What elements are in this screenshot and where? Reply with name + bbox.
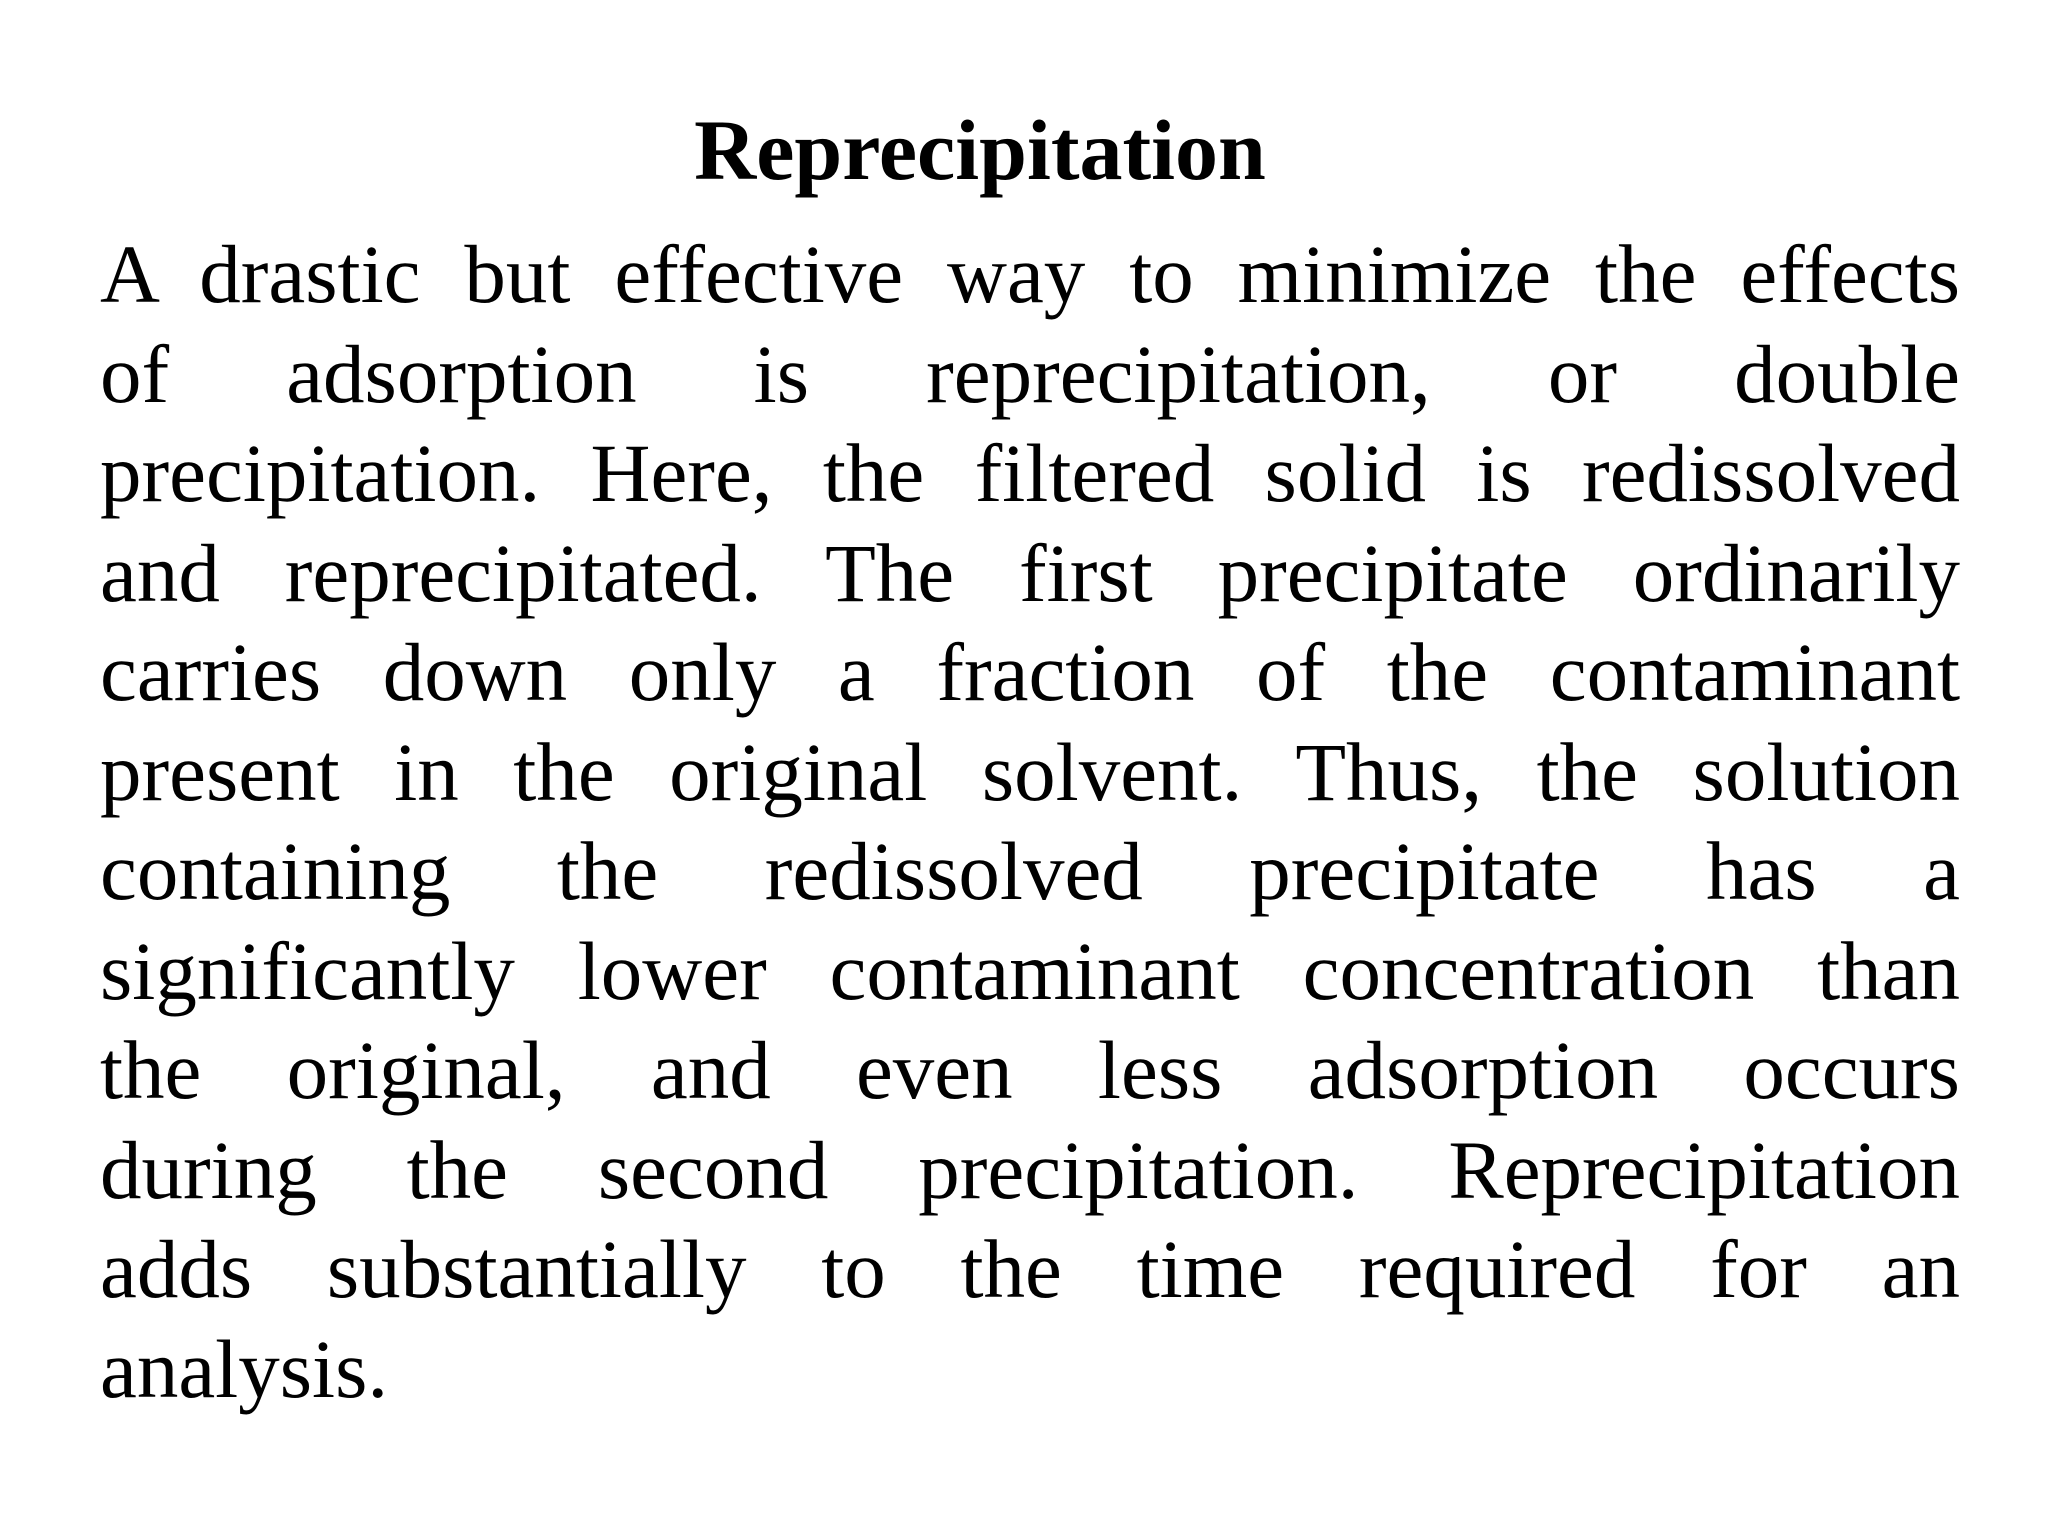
paragraph-line: containing the redissolved precipitate has a xyxy=(100,825,1960,917)
paragraph-line: present in the original solvent. Thus, the solution xyxy=(100,725,1960,818)
paragraph-line: A drastic but effective way to minimize the effects xyxy=(100,228,1960,320)
paragraph-line: of adsorption is reprecipitation, or double xyxy=(100,327,1960,420)
page-title: Reprecipitation xyxy=(694,102,1266,198)
paragraph-line: significantly lower contaminant concentration than xyxy=(100,924,1960,1017)
paragraph-line: carries down only a fraction of the contaminant xyxy=(100,626,1960,718)
paragraph-line: precipitation. Here, the filtered solid is redissolved xyxy=(100,427,1960,519)
paragraph-line: analysis. xyxy=(100,1322,389,1415)
paragraph-line: adds substantially to the time required for an xyxy=(100,1223,1960,1315)
body-paragraph xyxy=(100,225,1960,1419)
paragraph-line: during the second precipitation. Reprecipitation xyxy=(100,1123,1960,1216)
paragraph-line: the original, and even less adsorption occurs xyxy=(100,1024,1960,1116)
paragraph-line: and reprecipitated. The first precipitate ordinarily xyxy=(100,526,1960,619)
